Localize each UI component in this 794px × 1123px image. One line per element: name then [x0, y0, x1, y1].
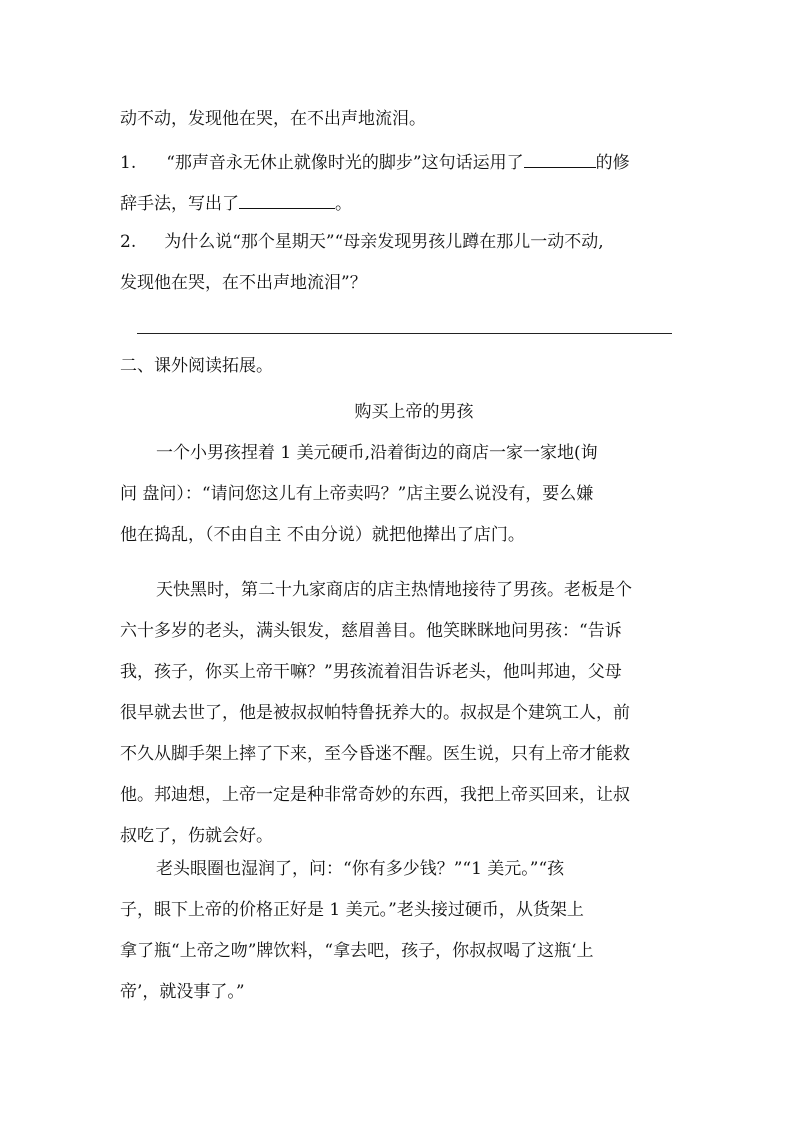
paragraph-2-line-7: 叔吃了，伤就会好。	[120, 826, 273, 846]
question-1-line-2	[120, 190, 680, 214]
question-1-text-d: 。	[335, 194, 352, 214]
question-1-line-1	[120, 149, 680, 173]
answer-line[interactable]	[137, 333, 672, 334]
question-2-text-1: 为什么说“那个星期天”“母亲发现男孩儿蹲在那儿一动不动,	[164, 232, 604, 252]
question-2-number: 2.	[120, 232, 137, 252]
paragraph-1-line-3: 他在捣乱，（不由自主 不由分说）就把他撵出了店门。	[120, 525, 525, 545]
paragraph-2-line-1: 天快黑时，第二十九家商店的店主热情地接待了男孩。老板是个	[156, 580, 632, 600]
question-1-text-a: “那声音永无休止就像时光的脚步”这句话运用了	[166, 153, 524, 173]
paragraph-2-line-5: 不久从脚手架上摔了下来，至今昏迷不醒。医生说，只有上帝才能救	[120, 744, 630, 764]
question-2-line-2: 发现他在哭，在不出声地流泪”？	[120, 273, 367, 293]
question-1-text-b: 的修	[595, 153, 630, 173]
paragraph-3-line-2: 子，眼下上帝的价格正好是 1 美元。”老头接过硬币，从货架上	[120, 900, 584, 920]
paragraph-2-line-2: 六十多岁的老头，满头银发，慈眉善目。他笑眯眯地问男孩：“告诉	[120, 621, 622, 641]
section-heading: 二、课外阅读拓展。	[120, 356, 273, 376]
paragraph-3-line-1: 老头眼圈也湿润了，问：“你有多少钱？”“1 美元。”“孩	[156, 859, 565, 879]
paragraph-2-line-4: 很早就去世了，他是被叔叔帕特鲁抚养大的。叔叔是个建筑工人，前	[120, 703, 630, 723]
question-1-number: 1.	[120, 153, 137, 173]
passage-continuation: 动不动，发现他在哭，在不出声地流泪。	[120, 109, 426, 129]
question-2-line-1	[120, 231, 680, 255]
paragraph-2-line-3: 我，孩子，你买上帝干嘛？”男孩流着泪告诉老头，他叫邦迪，父母	[120, 662, 622, 682]
paragraph-1-line-2: 问 盘问）：“请问您这儿有上帝卖吗？”店主要么说没有，要么嫌	[120, 484, 594, 504]
paragraph-3-line-3: 拿了瓶“上帝之吻”牌饮料，“拿去吧，孩子，你叔叔喝了这瓶‘上	[120, 941, 594, 961]
question-1-blank-1[interactable]	[524, 149, 596, 168]
paragraph-1-line-1: 一个小男孩捏着 1 美元硬币,沿着街边的商店一家一家地(询	[156, 443, 598, 463]
paragraph-2-line-6: 他。邦迪想，上帝一定是种非常奇妙的东西，我把上帝买回来，让叔	[120, 785, 630, 805]
paragraph-3-line-4: 帝’，就没事了。”	[120, 982, 245, 1002]
question-1-text-c: 辞手法，写出了	[120, 194, 239, 214]
question-1-blank-2[interactable]	[239, 190, 335, 209]
story-title: 购买上帝的男孩	[354, 402, 474, 422]
